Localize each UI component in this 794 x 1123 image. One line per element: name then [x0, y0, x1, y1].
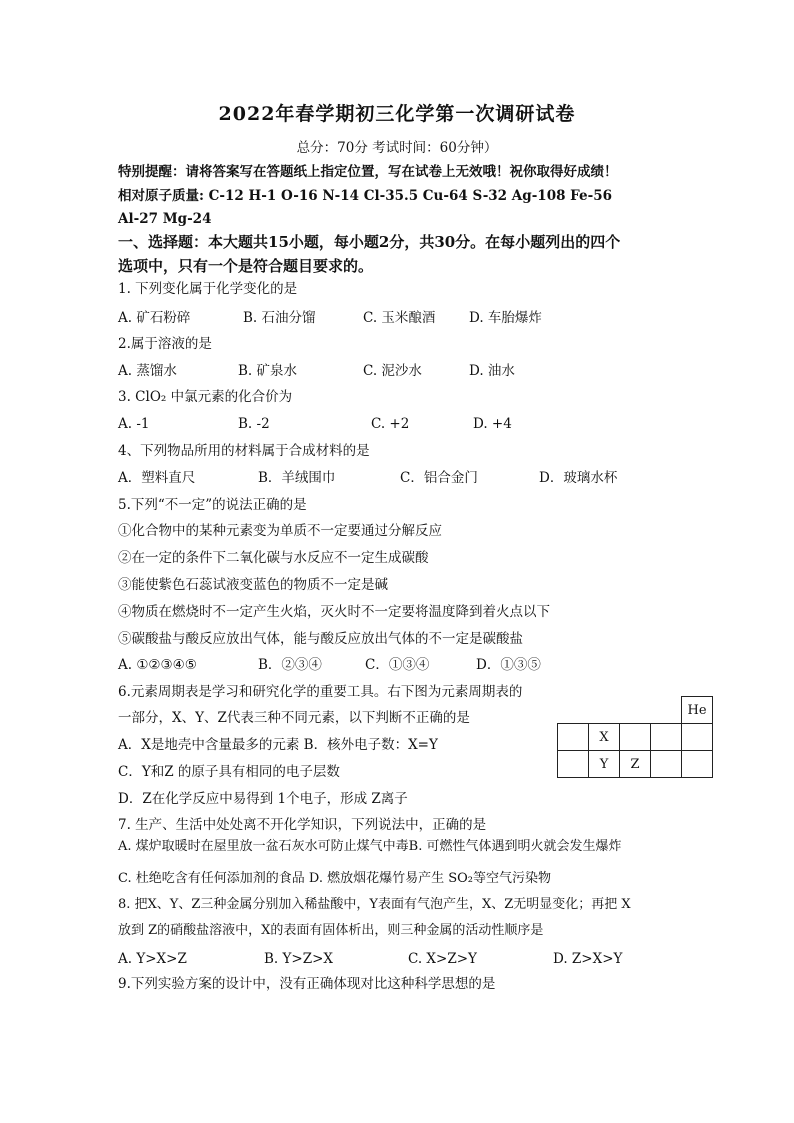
periodic-table-fragment	[557, 696, 713, 778]
option-c: C. 泥沙水	[363, 363, 422, 379]
question-6-stem-line-1: 6.元素周期表是学习和研究化学的重要工具。右下图为元素周期表的	[118, 684, 523, 700]
option-b: B．②③④	[258, 657, 322, 673]
option-a: A．塑料直尺	[118, 470, 196, 486]
option-c: C. 玉米酿酒	[363, 310, 436, 326]
question-6-options-ab: A．X是地壳中含量最多的元素 B．核外电子数：X=Y	[118, 737, 438, 753]
option-a: A. 蒸馏水	[118, 363, 177, 379]
option-b: B．羊绒围巾	[258, 470, 336, 486]
statement-2: ②在一定的条件下二氧化碳与水反应不一定生成碳酸	[118, 550, 429, 566]
option-c: C. X>Z>Y	[408, 951, 477, 967]
element-he: He	[682, 697, 713, 724]
question-7-stem: 7. 生产、生活中处处离不开化学知识，下列说法中，正确的是	[118, 817, 487, 833]
option-c: C．铝合金门	[400, 470, 478, 486]
question-7-options-cd: C. 杜绝吃含有任何添加剂的食品 D. 燃放烟花爆竹易产生 SO₂等空气污染物	[118, 871, 552, 886]
option-d: D. 油水	[469, 363, 515, 379]
question-4-stem: 4、下列物品所用的材料属于合成材料的是	[118, 443, 370, 459]
option-b: B. 矿泉水	[238, 363, 298, 379]
option-c: C. +2	[371, 416, 410, 432]
question-8-stem-line-1: 8. 把X、Y、Z三种金属分别加入稀盐酸中，Y表面有气泡产生，X、Z无明显变化；再把 X	[118, 897, 631, 912]
exam-title: 2022年春学期初三化学第一次调研试卷	[218, 103, 576, 125]
question-3-stem: 3. ClO₂ 中氯元素的化合价为	[118, 389, 293, 405]
question-5-options	[118, 656, 678, 674]
option-a: A. 矿石粉碎	[118, 310, 191, 326]
question-3-options	[118, 415, 678, 433]
statement-3: ③能使紫色石蕊试液变蓝色的物质不一定是碱	[118, 577, 388, 593]
question-7-options-ab: A. 煤炉取暖时在屋里放一盆石灰水可防止煤气中毒B. 可燃性气体遇到明火就会发生爆炸	[118, 839, 622, 854]
statement-1: ①化合物中的某种元素变为单质不一定要通过分解反应	[118, 523, 442, 539]
option-d: D．玻璃水杯	[539, 470, 618, 486]
element-x: X	[589, 724, 620, 751]
atomic-masses-line-2: Al-27 Mg-24	[118, 211, 212, 227]
question-9-stem: 9.下列实验方案的设计中，没有正确体现对比这种科学思想的是	[118, 976, 496, 992]
option-c: C．①③④	[365, 657, 430, 673]
statement-4: ④物质在燃烧时不一定产生火焰，灭火时不一定要将温度降到着火点以下	[118, 604, 550, 620]
option-d: D. Z>X>Y	[553, 951, 623, 967]
option-d: D. +4	[473, 416, 512, 432]
question-8-stem-line-2: 放到 Z的硝酸盐溶液中，X的表面有固体析出，则三种金属的活动性顺序是	[118, 923, 544, 938]
question-1-options	[118, 309, 678, 327]
option-b: B. -2	[238, 416, 270, 432]
section-heading-line-2: 选项中，只有一个是符合题目要求的。	[118, 257, 374, 275]
section-heading-line-1: 一、选择题：本大题共15小题，每小题2分，共30分。在每小题列出的四个	[118, 233, 621, 251]
atomic-masses-line-1: 相对原子质量: C-12 H-1 O-16 N-14 Cl-35.5 Cu-64 S-32 Ag-108 Fe-56	[118, 188, 613, 204]
option-b: B. Y>Z>X	[264, 951, 334, 967]
notice: 特别提醒：请将答案写在答题纸上指定位置，写在试卷上无效哦！祝你取得好成绩！	[118, 164, 618, 180]
question-2-stem: 2.属于溶液的是	[118, 336, 212, 352]
option-a: A. -1	[118, 416, 150, 432]
question-4-options	[118, 469, 678, 487]
option-d: D. 车胎爆炸	[469, 310, 542, 326]
option-b: B. 石油分馏	[243, 310, 316, 326]
element-z: Z	[620, 751, 651, 778]
question-2-options	[118, 362, 678, 380]
question-6-option-d: D．Z在化学反应中易得到 1个电子，形成 Z离子	[118, 791, 408, 807]
question-6-stem-line-2: 一部分，X、Y、Z代表三种不同元素，以下判断不正确的是	[118, 710, 470, 726]
option-a: A. Y>X>Z	[118, 951, 187, 967]
exam-subtitle: 总分：70分 考试时间：60分钟）	[296, 140, 498, 156]
question-6-option-c: C．Y和Z 的原子具有相同的电子层数	[118, 764, 340, 780]
option-d: D．①③⑤	[476, 657, 541, 673]
element-y: Y	[589, 751, 620, 778]
question-5-stem: 5.下列“不一定”的说法正确的是	[118, 497, 307, 513]
statement-5: ⑤碳酸盐与酸反应放出气体，能与酸反应放出气体的不一定是碳酸盐	[118, 631, 523, 647]
question-8-options	[118, 950, 678, 968]
option-a: A. ①②③④⑤	[118, 657, 197, 673]
question-1-stem: 1. 下列变化属于化学变化的是	[118, 281, 298, 297]
